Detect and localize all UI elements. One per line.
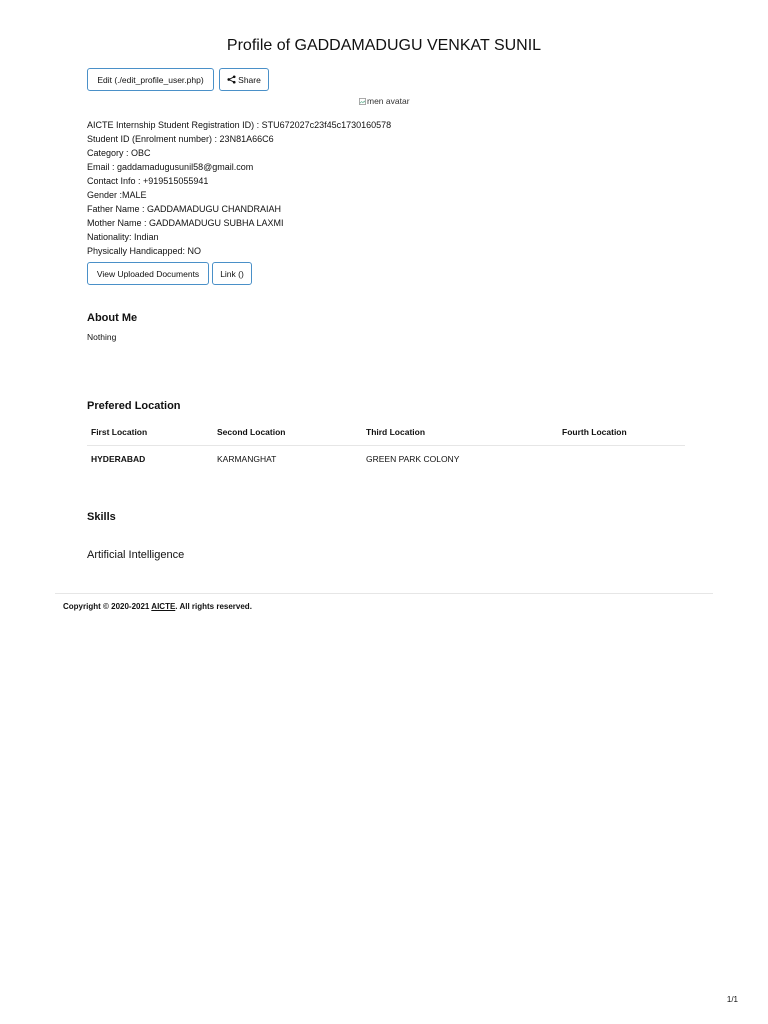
footer	[63, 602, 252, 611]
profile-info	[87, 118, 391, 258]
copyright-text: Copyright © 2020-2021	[63, 602, 152, 611]
link-button[interactable]: Link ()	[212, 262, 252, 285]
aicte-link[interactable]: AICTE	[151, 602, 176, 611]
fourth-location-header: Fourth Location	[558, 421, 685, 446]
email: Email : gaddamadugusunil58@gmail.com	[87, 162, 254, 172]
category: Category : OBC	[87, 148, 151, 158]
father-name: Father Name : GADDAMADUGU CHANDRAIAH	[87, 204, 282, 214]
third-location-header: Third Location	[362, 421, 558, 446]
second-location-header: Second Location	[213, 421, 362, 446]
skill-item: Artificial Intelligence	[87, 549, 185, 561]
third-location-cell: GREEN PARK COLONY	[366, 454, 460, 464]
edit-profile-button[interactable]: Edit (./edit_profile_user.php)	[87, 68, 214, 91]
page-title: Profile of GADDAMADUGU VENKAT SUNIL	[226, 37, 542, 54]
student-id: Student ID (Enrolment number) : 23N81A66C6	[87, 134, 274, 144]
avatar	[359, 96, 410, 106]
share-button[interactable]	[219, 68, 269, 91]
about-me-text: Nothing	[87, 332, 117, 342]
preferred-location-heading: Prefered Location	[87, 400, 181, 412]
first-location-header: First Location	[87, 421, 213, 446]
gender: Gender :MALE	[87, 190, 147, 200]
mother-name: Mother Name : GADDAMADUGU SUBHA LAXMI	[87, 218, 284, 228]
table-row	[87, 446, 685, 473]
page-number: 1/1	[726, 995, 738, 1004]
contact-info: Contact Info : +919515055941	[87, 176, 209, 186]
skills-heading: Skills	[87, 511, 116, 523]
first-location-cell: HYDERABAD	[91, 454, 146, 464]
footer-divider	[55, 593, 713, 594]
registration-id: AICTE Internship Student Registration ID) : STU672027c23f45c1730160578	[87, 120, 392, 130]
second-location-cell: KARMANGHAT	[217, 454, 277, 464]
share-icon	[227, 75, 236, 84]
avatar-alt-text: men avatar	[367, 96, 410, 106]
preferred-location-table	[87, 421, 685, 472]
nationality: Nationality: Indian	[87, 232, 159, 242]
broken-image-icon	[359, 98, 366, 105]
rights-text: . All rights reserved.	[175, 602, 252, 611]
about-me-heading: About Me	[87, 312, 138, 324]
fourth-location-cell	[558, 446, 685, 473]
table-header-row	[87, 421, 685, 446]
view-uploaded-documents-button[interactable]: View Uploaded Documents	[87, 262, 209, 285]
share-button-label: Share	[238, 74, 261, 85]
physically-handicapped: Physically Handicapped: NO	[87, 246, 202, 256]
